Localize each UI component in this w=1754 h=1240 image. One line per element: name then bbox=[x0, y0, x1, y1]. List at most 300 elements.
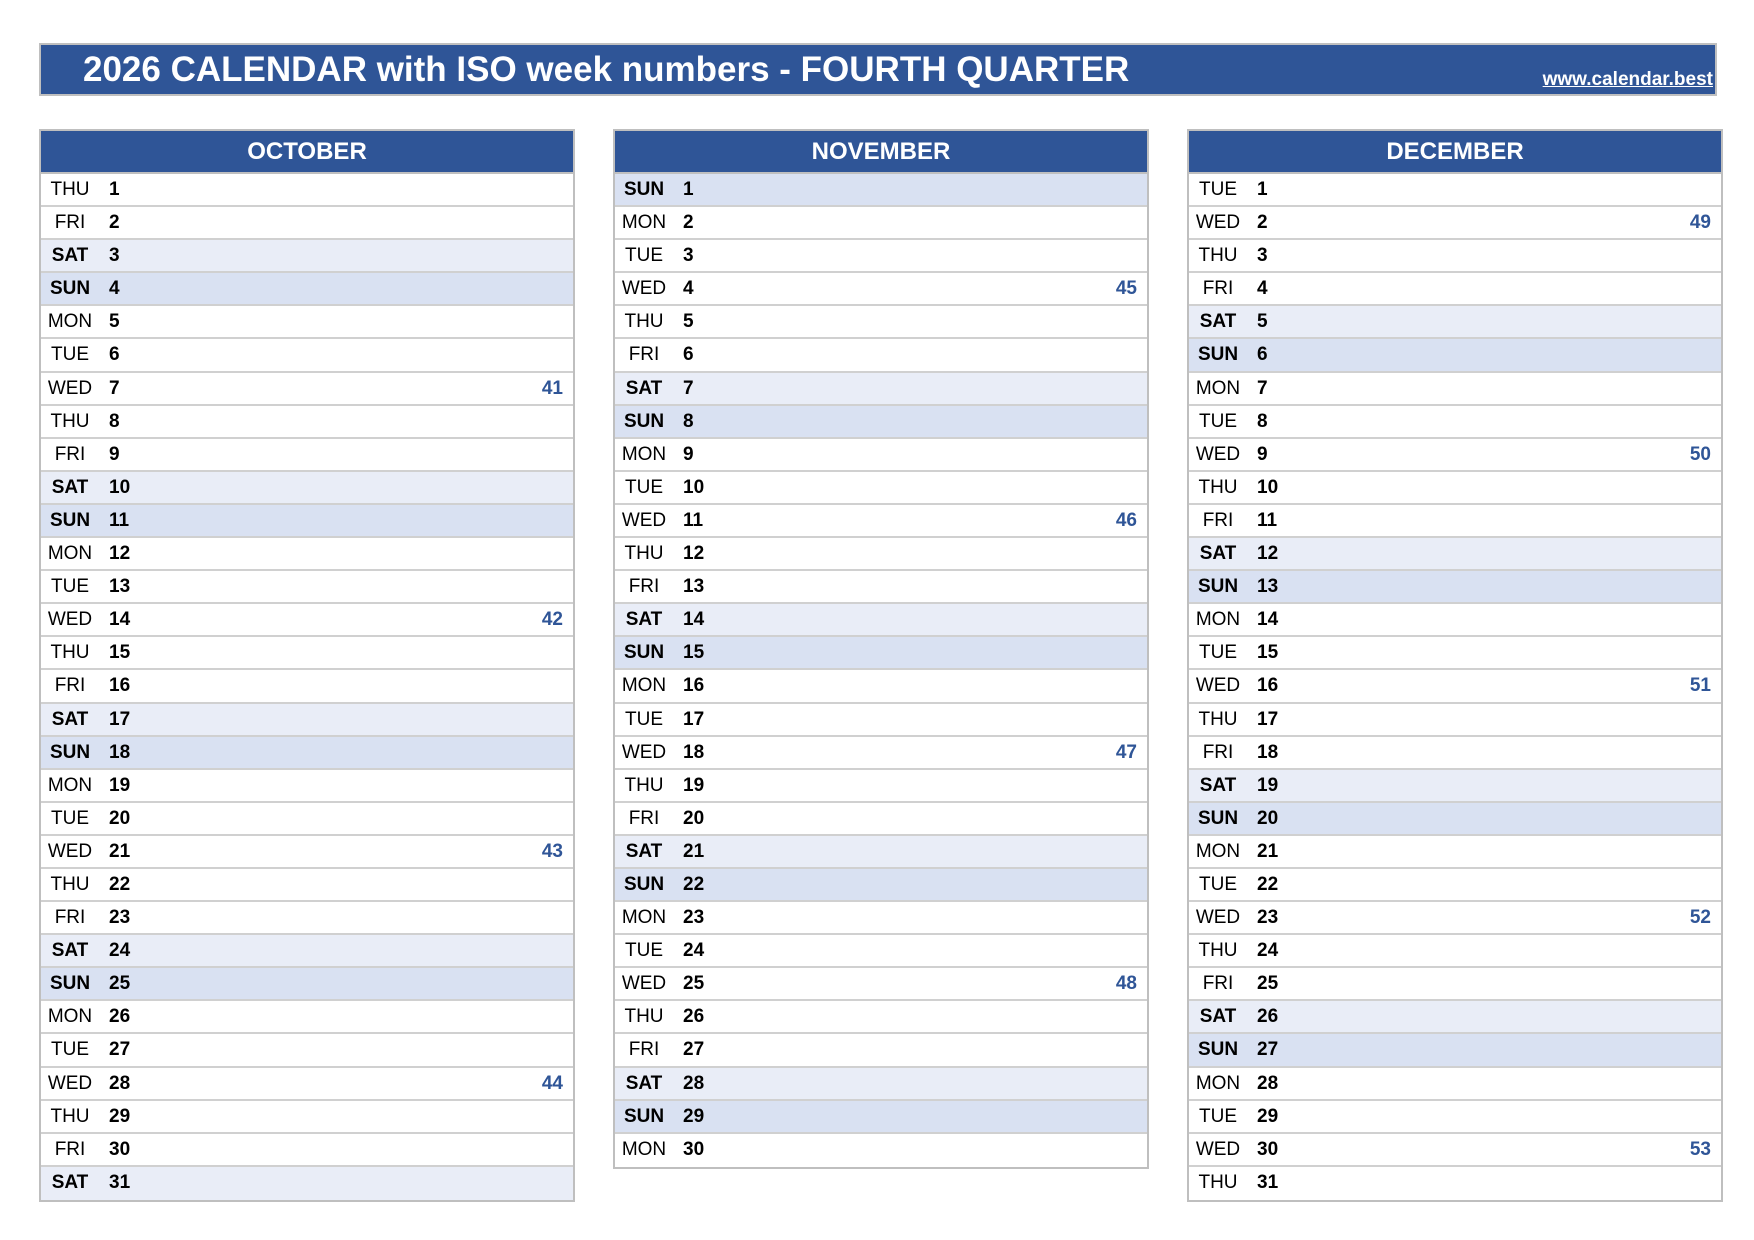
day-row bbox=[1189, 869, 1721, 902]
day-number: 3 bbox=[1257, 245, 1268, 267]
day-row bbox=[615, 406, 1147, 439]
weekday-label: MON bbox=[1195, 840, 1241, 862]
weekday-label: TUE bbox=[51, 344, 89, 366]
iso-week-number: 52 bbox=[1689, 907, 1711, 929]
weekday-label: FRI bbox=[54, 675, 86, 697]
day-row bbox=[615, 902, 1147, 935]
weekday-label: FRI bbox=[1202, 509, 1234, 531]
weekday-label: FRI bbox=[1202, 741, 1234, 763]
month-title: DECEMBER bbox=[1189, 131, 1721, 174]
day-row bbox=[1189, 1068, 1721, 1101]
day-number: 4 bbox=[683, 278, 694, 300]
day-row bbox=[1189, 637, 1721, 670]
day-row bbox=[1189, 1034, 1721, 1067]
weekday-label: MON bbox=[621, 212, 667, 234]
day-row bbox=[41, 1034, 573, 1067]
day-number: 16 bbox=[683, 675, 705, 697]
day-number: 23 bbox=[683, 907, 705, 929]
day-number: 8 bbox=[683, 410, 694, 432]
day-row bbox=[1189, 1001, 1721, 1034]
weekday-label: TUE bbox=[625, 708, 663, 730]
day-number: 28 bbox=[1257, 1072, 1279, 1094]
weekday-label: SAT bbox=[51, 476, 89, 498]
weekday-label: FRI bbox=[628, 344, 660, 366]
day-row bbox=[41, 803, 573, 836]
day-row bbox=[615, 373, 1147, 406]
day-number: 30 bbox=[1257, 1138, 1279, 1160]
weekday-label: MON bbox=[47, 311, 93, 333]
iso-week-number: 47 bbox=[1115, 741, 1137, 763]
day-row bbox=[615, 1034, 1147, 1067]
day-row bbox=[41, 935, 573, 968]
day-row bbox=[615, 836, 1147, 869]
iso-week-number: 42 bbox=[541, 609, 563, 631]
weekday-label: TUE bbox=[1199, 873, 1237, 895]
day-row bbox=[41, 737, 573, 770]
day-number: 6 bbox=[109, 344, 120, 366]
day-number: 17 bbox=[109, 708, 131, 730]
day-row bbox=[615, 1068, 1147, 1101]
day-number: 15 bbox=[683, 642, 705, 664]
day-number: 25 bbox=[109, 973, 131, 995]
day-row bbox=[615, 472, 1147, 505]
day-row bbox=[41, 637, 573, 670]
day-number: 27 bbox=[109, 1039, 131, 1061]
weekday-label: SUN bbox=[49, 509, 91, 531]
day-list bbox=[615, 174, 1147, 1167]
day-number: 8 bbox=[109, 410, 120, 432]
day-number: 26 bbox=[683, 1006, 705, 1028]
day-row bbox=[41, 869, 573, 902]
day-row bbox=[41, 538, 573, 571]
day-row bbox=[615, 604, 1147, 637]
day-row bbox=[1189, 670, 1721, 703]
day-row bbox=[41, 1134, 573, 1167]
weekday-label: SAT bbox=[625, 840, 663, 862]
day-number: 24 bbox=[109, 940, 131, 962]
weekday-label: SUN bbox=[1197, 807, 1239, 829]
weekday-label: WED bbox=[47, 609, 93, 631]
day-row bbox=[1189, 406, 1721, 439]
day-number: 21 bbox=[109, 840, 131, 862]
weekday-label: WED bbox=[47, 377, 93, 399]
day-number: 29 bbox=[1257, 1105, 1279, 1127]
day-row bbox=[1189, 803, 1721, 836]
day-number: 19 bbox=[109, 774, 131, 796]
weekday-label: THU bbox=[50, 642, 90, 664]
day-number: 11 bbox=[1257, 509, 1278, 531]
day-number: 14 bbox=[1257, 609, 1279, 631]
iso-week-number: 44 bbox=[541, 1072, 563, 1094]
weekday-label: TUE bbox=[51, 807, 89, 829]
weekday-label: SAT bbox=[1199, 1006, 1237, 1028]
month-table-november bbox=[613, 129, 1149, 1169]
day-number: 5 bbox=[683, 311, 694, 333]
day-number: 17 bbox=[683, 708, 705, 730]
weekday-label: THU bbox=[1198, 476, 1238, 498]
iso-week-number: 43 bbox=[541, 840, 563, 862]
weekday-label: WED bbox=[1195, 1138, 1241, 1160]
day-row bbox=[41, 968, 573, 1001]
day-row bbox=[1189, 1134, 1721, 1167]
day-number: 10 bbox=[1257, 476, 1279, 498]
day-number: 31 bbox=[109, 1171, 131, 1193]
weekday-label: SUN bbox=[623, 642, 665, 664]
weekday-label: MON bbox=[621, 907, 667, 929]
day-number: 28 bbox=[683, 1072, 705, 1094]
weekday-label: MON bbox=[1195, 1072, 1241, 1094]
day-number: 26 bbox=[1257, 1006, 1279, 1028]
iso-week-number: 49 bbox=[1689, 212, 1711, 234]
iso-week-number: 51 bbox=[1689, 675, 1711, 697]
day-number: 9 bbox=[1257, 443, 1268, 465]
weekday-label: MON bbox=[621, 443, 667, 465]
day-number: 13 bbox=[109, 576, 131, 598]
weekday-label: SUN bbox=[49, 741, 91, 763]
day-row bbox=[41, 1101, 573, 1134]
day-number: 18 bbox=[1257, 741, 1279, 763]
weekday-label: THU bbox=[1198, 245, 1238, 267]
day-number: 4 bbox=[1257, 278, 1268, 300]
weekday-label: TUE bbox=[51, 576, 89, 598]
weekday-label: WED bbox=[47, 840, 93, 862]
month-table-december bbox=[1187, 129, 1723, 1202]
day-row bbox=[615, 240, 1147, 273]
weekday-label: THU bbox=[1198, 708, 1238, 730]
day-row bbox=[615, 1134, 1147, 1167]
day-row bbox=[1189, 1101, 1721, 1134]
day-row bbox=[615, 174, 1147, 207]
day-number: 3 bbox=[109, 245, 120, 267]
day-row bbox=[615, 737, 1147, 770]
day-row bbox=[615, 207, 1147, 240]
weekday-label: SAT bbox=[51, 708, 89, 730]
day-row bbox=[615, 637, 1147, 670]
day-row bbox=[41, 373, 573, 406]
weekday-label: THU bbox=[50, 179, 90, 200]
day-row bbox=[1189, 538, 1721, 571]
day-number: 13 bbox=[683, 576, 705, 598]
weekday-label: WED bbox=[1195, 675, 1241, 697]
weekday-label: SUN bbox=[1197, 1039, 1239, 1061]
weekday-label: SAT bbox=[1199, 774, 1237, 796]
iso-week-number: 46 bbox=[1115, 509, 1137, 531]
weekday-label: SUN bbox=[623, 410, 665, 432]
weekday-label: SAT bbox=[51, 245, 89, 267]
weekday-label: SAT bbox=[51, 1171, 89, 1193]
day-row bbox=[615, 439, 1147, 472]
day-number: 5 bbox=[109, 311, 120, 333]
day-number: 11 bbox=[109, 509, 130, 531]
day-number: 21 bbox=[1257, 840, 1279, 862]
weekday-label: MON bbox=[47, 543, 93, 565]
day-number: 25 bbox=[1257, 973, 1279, 995]
day-number: 29 bbox=[683, 1105, 705, 1127]
iso-week-number: 53 bbox=[1689, 1138, 1711, 1160]
weekday-label: FRI bbox=[1202, 973, 1234, 995]
day-number: 26 bbox=[109, 1006, 131, 1028]
weekday-label: SUN bbox=[623, 179, 665, 200]
weekday-label: SUN bbox=[49, 973, 91, 995]
weekday-label: WED bbox=[1195, 212, 1241, 234]
weekday-label: FRI bbox=[54, 443, 86, 465]
day-row bbox=[615, 704, 1147, 737]
day-number: 27 bbox=[1257, 1039, 1279, 1061]
weekday-label: FRI bbox=[628, 807, 660, 829]
weekday-label: THU bbox=[624, 543, 664, 565]
day-number: 31 bbox=[1257, 1171, 1279, 1193]
day-number: 3 bbox=[683, 245, 694, 267]
weekday-label: WED bbox=[621, 973, 667, 995]
day-number: 21 bbox=[683, 840, 705, 862]
weekday-label: THU bbox=[624, 774, 664, 796]
day-row bbox=[41, 571, 573, 604]
day-row bbox=[41, 604, 573, 637]
day-row bbox=[615, 935, 1147, 968]
day-number: 24 bbox=[683, 940, 705, 962]
day-number: 18 bbox=[109, 741, 131, 763]
day-row bbox=[1189, 836, 1721, 869]
day-row bbox=[1189, 240, 1721, 273]
day-row bbox=[1189, 737, 1721, 770]
iso-week-number: 48 bbox=[1115, 973, 1137, 995]
day-number: 12 bbox=[1257, 543, 1279, 565]
day-number: 2 bbox=[109, 212, 120, 234]
day-row bbox=[615, 1001, 1147, 1034]
day-number: 2 bbox=[683, 212, 694, 234]
day-number: 1 bbox=[1257, 179, 1268, 200]
weekday-label: SAT bbox=[1199, 543, 1237, 565]
day-number: 22 bbox=[109, 873, 131, 895]
day-number: 27 bbox=[683, 1039, 705, 1061]
day-number: 12 bbox=[683, 543, 705, 565]
day-row bbox=[41, 902, 573, 935]
day-number: 6 bbox=[683, 344, 694, 366]
weekday-label: SUN bbox=[623, 1105, 665, 1127]
weekday-label: WED bbox=[47, 1072, 93, 1094]
day-number: 30 bbox=[109, 1138, 131, 1160]
website-link[interactable]: www.calendar.best bbox=[1542, 69, 1713, 90]
day-row bbox=[41, 1167, 573, 1200]
day-list bbox=[41, 174, 573, 1200]
weekday-label: SAT bbox=[625, 377, 663, 399]
day-number: 7 bbox=[1257, 377, 1268, 399]
day-row bbox=[615, 968, 1147, 1001]
day-row bbox=[41, 406, 573, 439]
day-number: 11 bbox=[683, 509, 704, 531]
day-row bbox=[615, 803, 1147, 836]
day-number: 22 bbox=[1257, 873, 1279, 895]
weekday-label: FRI bbox=[628, 576, 660, 598]
day-row bbox=[615, 770, 1147, 803]
day-row bbox=[1189, 902, 1721, 935]
day-row bbox=[41, 240, 573, 273]
day-number: 17 bbox=[1257, 708, 1279, 730]
day-row bbox=[41, 472, 573, 505]
month-table-october bbox=[39, 129, 575, 1202]
day-number: 16 bbox=[1257, 675, 1279, 697]
day-number: 23 bbox=[109, 907, 131, 929]
weekday-label: TUE bbox=[625, 476, 663, 498]
weekday-label: MON bbox=[621, 675, 667, 697]
day-number: 20 bbox=[109, 807, 131, 829]
day-row bbox=[1189, 604, 1721, 637]
weekday-label: THU bbox=[1198, 940, 1238, 962]
day-row bbox=[615, 306, 1147, 339]
weekday-label: WED bbox=[1195, 443, 1241, 465]
day-number: 20 bbox=[683, 807, 705, 829]
weekday-label: MON bbox=[621, 1138, 667, 1160]
day-row bbox=[1189, 505, 1721, 538]
month-title: OCTOBER bbox=[41, 131, 573, 174]
weekday-label: TUE bbox=[1199, 179, 1237, 200]
weekday-label: WED bbox=[1195, 907, 1241, 929]
weekday-label: THU bbox=[50, 410, 90, 432]
day-number: 4 bbox=[109, 278, 120, 300]
day-number: 12 bbox=[109, 543, 131, 565]
weekday-label: MON bbox=[1195, 377, 1241, 399]
day-row bbox=[1189, 968, 1721, 1001]
weekday-label: FRI bbox=[54, 212, 86, 234]
day-row bbox=[615, 505, 1147, 538]
page-header bbox=[39, 43, 1717, 96]
weekday-label: THU bbox=[624, 1006, 664, 1028]
day-number: 18 bbox=[683, 741, 705, 763]
day-number: 9 bbox=[109, 443, 120, 465]
day-number: 30 bbox=[683, 1138, 705, 1160]
day-row bbox=[615, 1101, 1147, 1134]
weekday-label: MON bbox=[47, 774, 93, 796]
day-number: 19 bbox=[1257, 774, 1279, 796]
weekday-label: FRI bbox=[54, 907, 86, 929]
weekday-label: TUE bbox=[51, 1039, 89, 1061]
day-row bbox=[1189, 273, 1721, 306]
day-row bbox=[41, 836, 573, 869]
day-number: 7 bbox=[109, 377, 120, 399]
weekday-label: TUE bbox=[625, 940, 663, 962]
weekday-label: FRI bbox=[628, 1039, 660, 1061]
day-number: 15 bbox=[1257, 642, 1279, 664]
day-number: 16 bbox=[109, 675, 131, 697]
weekday-label: TUE bbox=[1199, 642, 1237, 664]
day-row bbox=[41, 339, 573, 372]
day-row bbox=[41, 770, 573, 803]
weekday-label: SUN bbox=[1197, 344, 1239, 366]
day-row bbox=[1189, 1167, 1721, 1200]
day-row bbox=[615, 670, 1147, 703]
weekday-label: THU bbox=[1198, 1171, 1238, 1193]
month-title: NOVEMBER bbox=[615, 131, 1147, 174]
iso-week-number: 41 bbox=[541, 377, 563, 399]
day-row bbox=[1189, 770, 1721, 803]
weekday-label: TUE bbox=[625, 245, 663, 267]
day-row bbox=[1189, 207, 1721, 240]
day-row bbox=[615, 273, 1147, 306]
day-row bbox=[41, 1068, 573, 1101]
weekday-label: SUN bbox=[1197, 576, 1239, 598]
weekday-label: MON bbox=[1195, 609, 1241, 631]
weekday-label: THU bbox=[50, 1105, 90, 1127]
day-list bbox=[1189, 174, 1721, 1200]
day-number: 22 bbox=[683, 873, 705, 895]
day-row bbox=[41, 704, 573, 737]
day-number: 5 bbox=[1257, 311, 1268, 333]
weekday-label: MON bbox=[47, 1006, 93, 1028]
day-row bbox=[41, 670, 573, 703]
weekday-label: SAT bbox=[1199, 311, 1237, 333]
iso-week-number: 50 bbox=[1689, 443, 1711, 465]
day-number: 19 bbox=[683, 774, 705, 796]
day-row bbox=[1189, 174, 1721, 207]
weekday-label: WED bbox=[621, 509, 667, 531]
page-title: 2026 CALENDAR with ISO week numbers - FOURTH QUARTER bbox=[83, 50, 1130, 89]
day-row bbox=[41, 306, 573, 339]
day-number: 10 bbox=[109, 476, 131, 498]
day-number: 1 bbox=[683, 179, 694, 200]
day-number: 25 bbox=[683, 973, 705, 995]
weekday-label: FRI bbox=[54, 1138, 86, 1160]
day-row bbox=[1189, 339, 1721, 372]
weekday-label: SUN bbox=[623, 873, 665, 895]
day-number: 28 bbox=[109, 1072, 131, 1094]
day-row bbox=[1189, 704, 1721, 737]
weekday-label: FRI bbox=[1202, 278, 1234, 300]
iso-week-number: 45 bbox=[1115, 278, 1137, 300]
day-row bbox=[1189, 439, 1721, 472]
day-number: 29 bbox=[109, 1105, 131, 1127]
weekday-label: WED bbox=[621, 741, 667, 763]
weekday-label: SAT bbox=[625, 1072, 663, 1094]
day-row bbox=[615, 538, 1147, 571]
day-number: 14 bbox=[683, 609, 705, 631]
day-number: 9 bbox=[683, 443, 694, 465]
day-number: 13 bbox=[1257, 576, 1279, 598]
day-row bbox=[41, 505, 573, 538]
weekday-label: SAT bbox=[51, 940, 89, 962]
day-row bbox=[41, 207, 573, 240]
day-number: 2 bbox=[1257, 212, 1268, 234]
day-number: 10 bbox=[683, 476, 705, 498]
day-row bbox=[1189, 306, 1721, 339]
weekday-label: WED bbox=[621, 278, 667, 300]
day-row bbox=[615, 869, 1147, 902]
day-row bbox=[615, 571, 1147, 604]
day-row bbox=[41, 174, 573, 207]
day-row bbox=[41, 273, 573, 306]
day-row bbox=[1189, 472, 1721, 505]
day-row bbox=[1189, 935, 1721, 968]
day-number: 24 bbox=[1257, 940, 1279, 962]
day-number: 15 bbox=[109, 642, 131, 664]
day-number: 6 bbox=[1257, 344, 1268, 366]
day-number: 7 bbox=[683, 377, 694, 399]
day-number: 20 bbox=[1257, 807, 1279, 829]
weekday-label: TUE bbox=[1199, 410, 1237, 432]
weekday-label: THU bbox=[50, 873, 90, 895]
weekday-label: SAT bbox=[625, 609, 663, 631]
day-row bbox=[41, 1001, 573, 1034]
weekday-label: THU bbox=[624, 311, 664, 333]
day-row bbox=[1189, 373, 1721, 406]
day-number: 1 bbox=[109, 179, 120, 200]
day-number: 23 bbox=[1257, 907, 1279, 929]
day-row bbox=[41, 439, 573, 472]
day-row bbox=[615, 339, 1147, 372]
day-number: 14 bbox=[109, 609, 131, 631]
weekday-label: SUN bbox=[49, 278, 91, 300]
day-row bbox=[1189, 571, 1721, 604]
weekday-label: TUE bbox=[1199, 1105, 1237, 1127]
